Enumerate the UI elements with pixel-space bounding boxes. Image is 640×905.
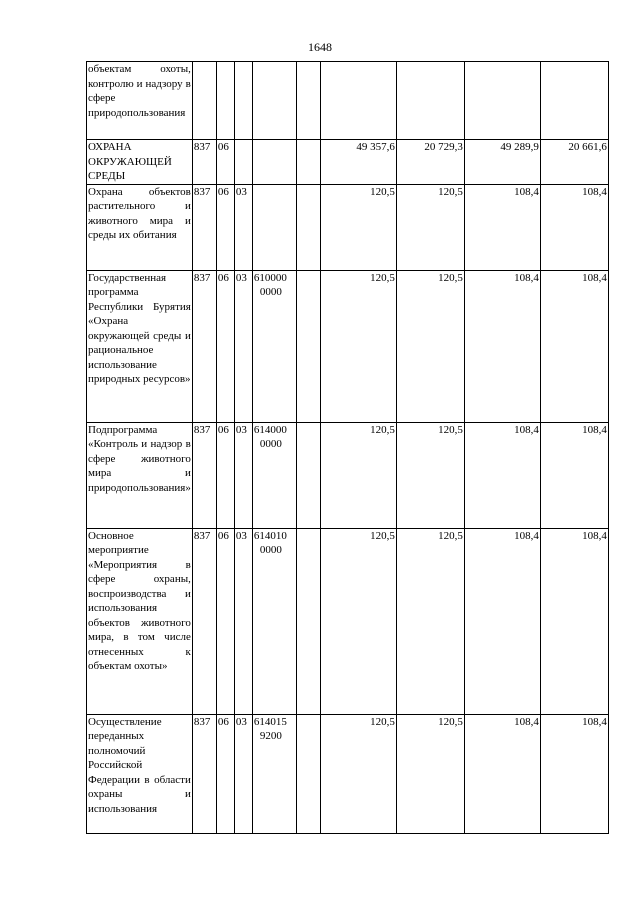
table-row <box>87 528 609 714</box>
expense-type-cell <box>296 422 320 528</box>
amount-cell: 108,4 <box>540 184 608 270</box>
subsection-code-cell: 03 <box>234 528 252 714</box>
table-row <box>87 140 609 185</box>
subsection-code-cell <box>234 62 252 140</box>
target-article-cell <box>252 62 296 140</box>
amount-cell: 120,5 <box>396 184 464 270</box>
target-article-cell <box>252 270 296 422</box>
amount-cell: 120,5 <box>396 422 464 528</box>
amount-cell: 108,4 <box>464 714 540 833</box>
target-article-cell <box>252 528 296 714</box>
table-row <box>87 714 609 833</box>
row-name-cell: объектам охоты, контролю и надзору в сфере природопользования <box>87 62 193 140</box>
row-name-cell: Осуществление переданных полномочий Российской Федерации в области охраны и использования <box>87 714 193 833</box>
amount-cell: 120,5 <box>396 714 464 833</box>
ministry-code-cell: 837 <box>192 270 216 422</box>
amount-cell: 108,4 <box>464 528 540 714</box>
table-row <box>87 62 609 140</box>
amount-cell: 49 357,6 <box>320 140 396 185</box>
section-code-cell <box>216 62 234 140</box>
page-number: 1648 <box>308 40 332 54</box>
amount-cell: 108,4 <box>540 528 608 714</box>
expense-type-cell <box>296 140 320 185</box>
amount-cell: 108,4 <box>540 422 608 528</box>
target-article-cell <box>252 140 296 185</box>
amount-cell: 108,4 <box>464 422 540 528</box>
amount-cell <box>464 62 540 140</box>
expense-type-cell <box>296 270 320 422</box>
amount-cell <box>396 62 464 140</box>
amount-cell: 120,5 <box>320 714 396 833</box>
subsection-code-cell <box>234 140 252 185</box>
ministry-code-cell: 837 <box>192 140 216 185</box>
ministry-code-cell: 837 <box>192 714 216 833</box>
section-code-cell: 06 <box>216 184 234 270</box>
section-code-cell: 06 <box>216 270 234 422</box>
row-name-cell: Подпрограмма «Контроль и надзор в сфере животного мира и природопользования» <box>87 422 193 528</box>
expense-type-cell <box>296 528 320 714</box>
target-article-cell <box>252 184 296 270</box>
target-article-part: 614015 <box>253 715 287 728</box>
table-row <box>87 422 609 528</box>
table-row <box>87 270 609 422</box>
amount-cell: 49 289,9 <box>464 140 540 185</box>
amount-cell: 20 729,3 <box>396 140 464 185</box>
target-article-part: 614000 <box>253 423 287 436</box>
budget-table <box>86 61 609 834</box>
amount-cell: 108,4 <box>464 184 540 270</box>
table-row <box>87 184 609 270</box>
row-name-cell: Основное мероприятие «Мероприятия в сфере охраны, воспроизводства и использования объектов животного мира, в том числе отнесенных к объектам охоты» <box>87 528 193 714</box>
target-article-part: 9200 <box>259 730 282 742</box>
expense-type-cell <box>296 184 320 270</box>
amount-cell: 120,5 <box>320 184 396 270</box>
amount-cell: 120,5 <box>396 528 464 714</box>
subsection-code-cell: 03 <box>234 422 252 528</box>
amount-cell: 120,5 <box>320 270 396 422</box>
target-article-cell <box>252 714 296 833</box>
row-name-cell: Государственная программа Республики Бурятия «Охрана окружающей среды и рациональное использование природных ресурсов» <box>87 270 193 422</box>
section-code-cell: 06 <box>216 714 234 833</box>
amount-cell: 120,5 <box>320 528 396 714</box>
section-code-cell: 06 <box>216 422 234 528</box>
section-code-cell: 06 <box>216 140 234 185</box>
section-code-cell: 06 <box>216 528 234 714</box>
expense-type-cell <box>296 714 320 833</box>
expense-type-cell <box>296 62 320 140</box>
ministry-code-cell: 837 <box>192 528 216 714</box>
target-article-part: 0000 <box>259 286 282 298</box>
table-body <box>87 62 609 834</box>
ministry-code-cell: 837 <box>192 422 216 528</box>
amount-cell <box>540 62 608 140</box>
target-article-part: 0000 <box>259 438 282 450</box>
amount-cell: 108,4 <box>540 714 608 833</box>
target-article-part: 614010 <box>253 529 287 542</box>
target-article-part: 610000 <box>253 271 287 284</box>
row-name-cell: Охрана объектов растительного и животного мира и среды их обитания <box>87 184 193 270</box>
row-name-cell: ОХРАНА ОКРУЖАЮЩЕЙ СРЕДЫ <box>87 140 193 185</box>
target-article-cell <box>252 422 296 528</box>
target-article-part: 0000 <box>259 544 282 556</box>
amount-cell <box>320 62 396 140</box>
subsection-code-cell: 03 <box>234 714 252 833</box>
amount-cell: 108,4 <box>464 270 540 422</box>
subsection-code-cell: 03 <box>234 270 252 422</box>
amount-cell: 120,5 <box>320 422 396 528</box>
amount-cell: 108,4 <box>540 270 608 422</box>
amount-cell: 120,5 <box>396 270 464 422</box>
amount-cell: 20 661,6 <box>540 140 608 185</box>
ministry-code-cell <box>192 62 216 140</box>
subsection-code-cell: 03 <box>234 184 252 270</box>
ministry-code-cell: 837 <box>192 184 216 270</box>
